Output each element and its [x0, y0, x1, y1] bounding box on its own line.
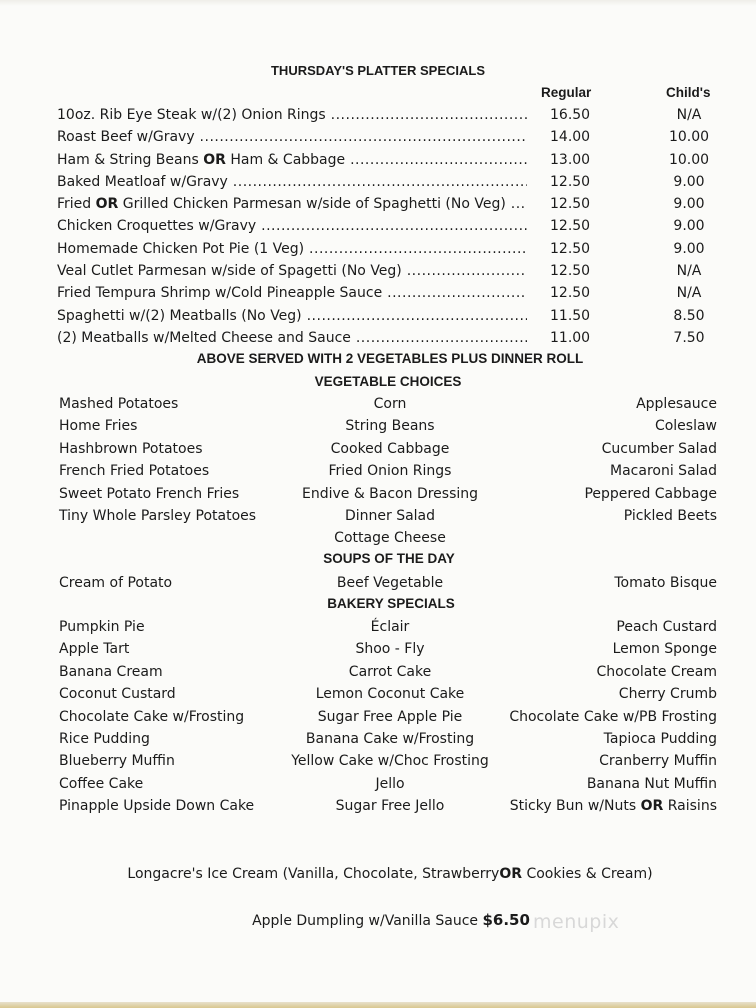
bakery-row-item: Yellow Cake w/Choc Frosting [291, 753, 489, 770]
bakery-row-item: Banana Cake w/Frosting [305, 730, 475, 747]
bakery-row [0, 661, 756, 683]
platter-regular-price: 12.50 [550, 285, 591, 302]
bakery-row [0, 706, 756, 728]
vegetable-row-item: Tiny Whole Parsley Potatoes [59, 507, 257, 524]
bakery-row [0, 795, 756, 817]
bakery-row [0, 773, 756, 795]
bakery-row-item: Carrot Cake [348, 663, 432, 680]
bakery-row-item: Cherry Crumb [618, 686, 717, 703]
vegetable-row-item: Home Fries [59, 418, 138, 435]
platter-name: Spaghetti w/(2) Meatballs (No Veg) ..... [57, 305, 527, 327]
soup-row-item: Cream of Potato [59, 575, 173, 591]
platter-name: Veal Cutlet Parmesan w/side of Spagetti (No Veg) ..... [57, 260, 527, 282]
watermark: menupix [533, 911, 620, 933]
platter-row [0, 327, 756, 349]
platter-regular-price: 16.50 [550, 107, 591, 123]
bakery-row [0, 616, 756, 638]
vegetable-row-item: Peppered Cabbage [584, 485, 717, 502]
platter-row [0, 260, 756, 282]
platter-child-price: 9.00 [673, 218, 705, 235]
vegetable-row-item: Applesauce [636, 396, 717, 412]
served-note: ABOVE SERVED WITH 2 VEGETABLES PLUS DINNER ROLL [196, 351, 584, 366]
dumpling-line [0, 911, 756, 929]
platter-row [0, 126, 756, 148]
platter-regular-price: 12.50 [550, 240, 591, 257]
platter-child-price: 8.50 [673, 307, 705, 324]
bakery-row [0, 638, 756, 660]
platter-row [0, 149, 756, 171]
vegetable-row [0, 527, 756, 549]
platter-child-price: 7.50 [673, 329, 705, 346]
bakery-row-item: Tapioca Pudding [603, 730, 717, 747]
bakery-row [0, 683, 756, 705]
vegetable-row-item: Dinner Salad [344, 507, 436, 524]
vegetable-row [0, 438, 756, 460]
platter-name: (2) Meatballs w/Melted Cheese and Sauce ..... [57, 327, 527, 349]
bakery-row-item: Pinapple Upside Down Cake [59, 798, 255, 815]
bakery-row-item: Coconut Custard [59, 686, 176, 703]
vegetable-row-item: Sweet Potato French Fries [59, 485, 240, 502]
vegetable-row-item: Hashbrown Potatoes [59, 440, 203, 457]
platter-row [0, 104, 756, 126]
platter-row [0, 282, 756, 304]
bakery-row-item: Sugar Free Jello [335, 798, 445, 815]
bakery-row-item: Pumpkin Pie [59, 619, 145, 635]
vegetable-row [0, 483, 756, 505]
bakery-row [0, 750, 756, 772]
ice-cream-line: Longacre's Ice Cream (Vanilla, Chocolate, StrawberryOR Cookies & Cream) [127, 866, 653, 882]
platter-row [0, 305, 756, 327]
vegetable-row-item: Cooked Cabbage [330, 440, 450, 457]
regular-column-header: Regular [541, 85, 592, 100]
bakery-row-item: Peach Custard [616, 619, 717, 635]
bakery-row-item: Banana Cream [59, 663, 163, 680]
bakery-row-item: Sticky Bun w/Nuts OR Raisins [509, 798, 717, 815]
platter-regular-price: 12.50 [550, 263, 591, 280]
page-title: THURSDAY'S PLATTER SPECIALS [270, 63, 485, 78]
bakery-row-item: Éclair [370, 619, 410, 635]
scan-top-edge [0, 0, 756, 6]
vegetable-row-item: Pickled Beets [623, 507, 717, 524]
vegetable-row [0, 415, 756, 437]
platter-child-price: 10.00 [668, 129, 710, 146]
soups-heading: SOUPS OF THE DAY [323, 551, 455, 566]
platter-name: Ham & String Beans OR Ham & Cabbage ..... [57, 149, 527, 171]
platter-name: Fried Tempura Shrimp w/Cold Pineapple Sauce ..... [57, 282, 527, 304]
platter-row [0, 238, 756, 260]
bakery-row-item: Lemon Sponge [612, 641, 717, 658]
vegetable-row [0, 460, 756, 482]
vegetable-row [0, 393, 756, 415]
bakery-row [0, 728, 756, 750]
bakery-row-item: Banana Nut Muffin [586, 775, 717, 792]
platter-child-price: N/A [676, 263, 702, 280]
bakery-row-item: Shoo - Fly [355, 641, 425, 658]
platter-row [0, 215, 756, 237]
bakery-row-item: Chocolate Cake w/Frosting [59, 708, 245, 725]
soups-list [0, 572, 756, 594]
bakery-row-item: Cranberry Muffin [599, 753, 717, 770]
platter-child-price: 9.00 [673, 196, 705, 213]
platter-name: Roast Beef w/Gravy ..... [57, 126, 527, 148]
platter-child-price: N/A [676, 107, 702, 123]
vegetables-heading: VEGETABLE CHOICES [314, 374, 462, 389]
vegetable-row-item: Cottage Cheese [334, 530, 446, 547]
platter-name: 10oz. Rib Eye Steak w/(2) Onion Rings ..... [57, 104, 527, 126]
scan-bottom-edge [0, 1002, 756, 1008]
platter-name: Baked Meatloaf w/Gravy ..... [57, 171, 527, 193]
vegetable-row-item: Fried Onion Rings [328, 463, 452, 480]
platter-child-price: 9.00 [673, 240, 705, 257]
bakery-row-item: Lemon Coconut Cake [315, 686, 465, 703]
platter-regular-price: 11.00 [550, 329, 591, 346]
vegetable-row-item: String Beans [345, 418, 435, 435]
bakery-row-item: Apple Tart [59, 641, 130, 658]
bakery-row-item: Jello [375, 775, 405, 792]
platter-row [0, 193, 756, 215]
vegetable-row-item: French Fried Potatoes [59, 463, 210, 480]
platter-regular-price: 12.50 [550, 173, 591, 190]
platter-regular-price: 12.50 [550, 218, 591, 235]
soup-row-item: Beef Vegetable [336, 575, 444, 591]
vegetables-list [0, 393, 756, 550]
vegetable-row-item: Macaroni Salad [610, 463, 717, 480]
vegetable-row-item: Coleslaw [654, 418, 717, 435]
platter-name: Chicken Croquettes w/Gravy ..... [57, 215, 527, 237]
vegetable-row-item: Mashed Potatoes [59, 396, 179, 412]
vegetable-row-item: Corn [373, 396, 407, 412]
soup-row-item: Tomato Bisque [614, 575, 717, 591]
platter-list [0, 104, 756, 349]
platter-name: Fried OR Grilled Chicken Parmesan w/side of Spaghetti (No Veg) ..... [57, 193, 527, 215]
platter-regular-price: 14.00 [550, 129, 591, 146]
bakery-row-item: Sugar Free Apple Pie [317, 708, 463, 725]
platter-regular-price: 11.50 [550, 307, 591, 324]
platter-regular-price: 12.50 [550, 196, 591, 213]
platter-child-price: N/A [676, 285, 702, 302]
vegetable-row-item: Endive & Bacon Dressing [301, 485, 479, 502]
platter-name: Homemade Chicken Pot Pie (1 Veg) ..... [57, 238, 527, 260]
child-column-header: Child's [666, 85, 711, 100]
platter-regular-price: 13.00 [550, 151, 591, 168]
platter-child-price: 10.00 [668, 151, 710, 168]
bakery-row-item: Coffee Cake [59, 775, 144, 792]
platter-row [0, 171, 756, 193]
bakery-heading: BAKERY SPECIALS [327, 596, 455, 611]
bakery-row-item: Rice Pudding [59, 730, 150, 747]
platter-child-price: 9.00 [673, 173, 705, 190]
bakery-row-item: Chocolate Cake w/PB Frosting [509, 708, 717, 725]
bakery-row-item: Chocolate Cream [596, 663, 717, 680]
vegetable-row [0, 505, 756, 527]
bakery-row-item: Blueberry Muffin [59, 753, 175, 770]
soup-row [0, 572, 756, 594]
dumpling-label: Apple Dumpling w/Vanilla Sauce [252, 913, 479, 929]
bakery-list [0, 616, 756, 818]
vegetable-row-item: Cucumber Salad [601, 440, 717, 457]
dumpling-price: $6.50 [482, 911, 530, 929]
